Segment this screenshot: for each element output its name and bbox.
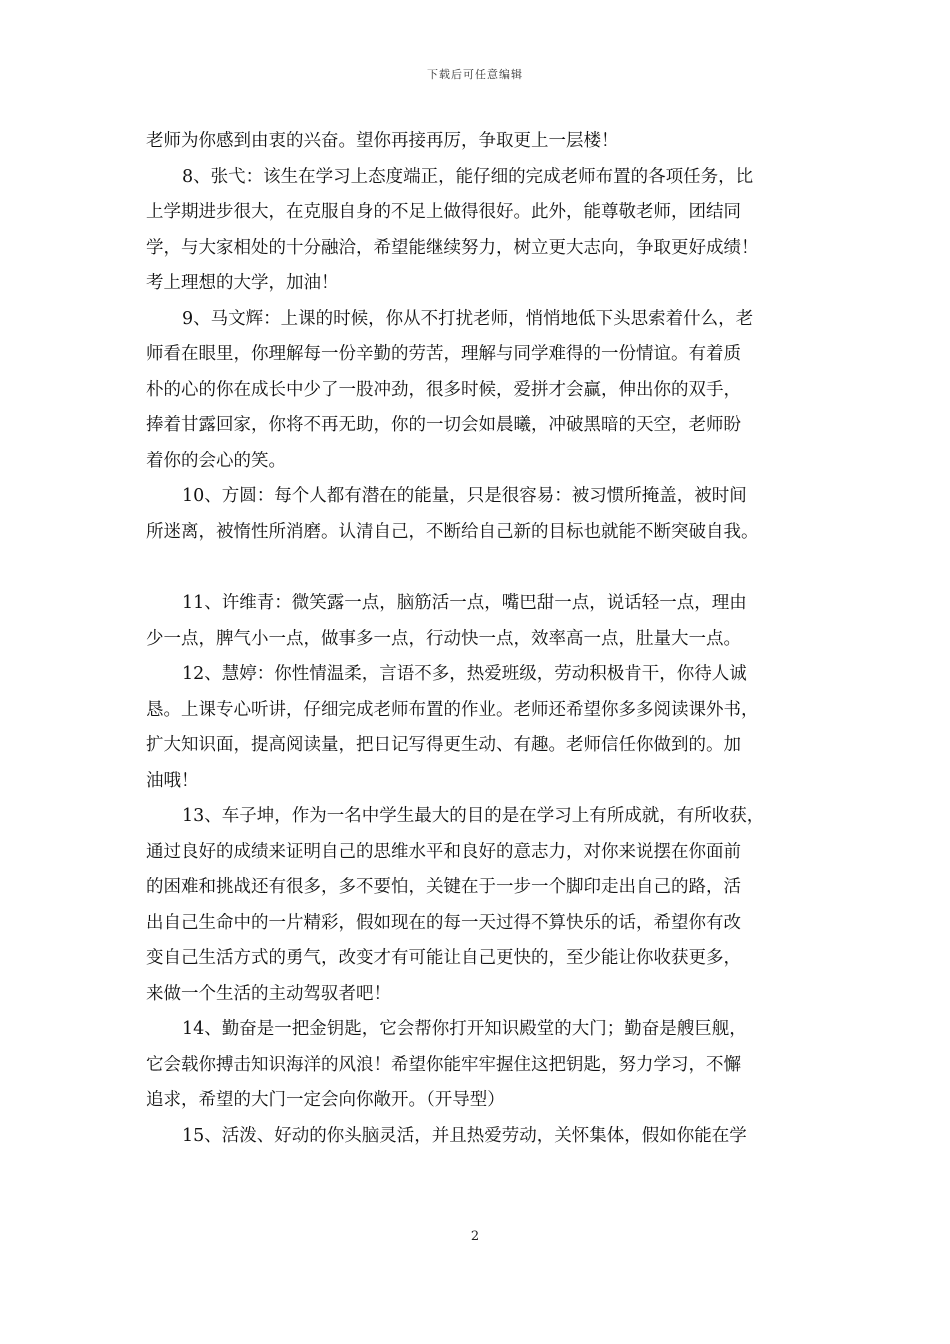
text-line: 朴的心的你在成长中少了一股冲劲，很多时候，爱拼才会赢，伸出你的双手，: [146, 379, 741, 400]
text-line: 学，与大家相处的十分融洽，希望能继续努力，树立更大志向，争取更好成绩！: [146, 237, 759, 258]
text-line: 考上理想的大学，加油！: [146, 273, 339, 293]
page-number: 2: [470, 1229, 480, 1244]
text-line: 的困难和挑战还有很多，多不要怕，关键在于一步一个脚印走出自己的路，活: [146, 877, 741, 897]
text-line: 师看在眼里，你理解每一份辛勤的劳苦，理解与同学难得的一份情谊。有着质: [146, 344, 741, 364]
text-line: 着你的会心的笑。: [146, 450, 286, 471]
text-line: 扩大知识面，提高阅读量，把日记写得更生动、有趣。老师信任你做到的。加: [146, 735, 741, 755]
text-line: 13、车子坤，作为一名中学生最大的目的是在学习上有所成就，有所收获，: [182, 806, 765, 826]
text-line: 8、张弋：该生在学习上态度端正，能仔细的完成老师布置的各项任务，比: [182, 166, 754, 187]
page-header: 下载后可任意编辑: [427, 68, 523, 81]
text-line: 通过良好的成绩来证明自己的思维水平和良好的意志力，对你来说摆在你面前: [146, 841, 741, 862]
text-line: 9、马文辉：上课的时候，你从不打扰老师，悄悄地低下头思索着什么，老: [182, 308, 754, 329]
text-line: 14、勤奋是一把金钥匙，它会帮你打开知识殿堂的大门；勤奋是艘巨舰，: [182, 1019, 747, 1039]
text-line: 变自己生活方式的勇气，改变才有可能让自己更快的，至少能让你收获更多，: [146, 948, 741, 968]
text-line: 捧着甘露回家，你将不再无助，你的一切会如晨曦，冲破黑暗的天空，老师盼: [146, 415, 741, 435]
text-line: 上学期进步很大，在克服自身的不足上做得很好。此外，能尊敬老师，团结同: [146, 202, 741, 222]
text-line: 来做一个生活的主动驾驭者吧！: [146, 983, 391, 1004]
text-line: 所迷离，被惰性所消磨。认清自己，不断给自己新的目标也就能不断突破自我。: [146, 521, 759, 542]
text-line: 它会载你搏击知识海洋的风浪！希望你能牢牢握住这把钥匙，努力学习，不懈: [146, 1054, 741, 1075]
text-line: 恳。上课专心听讲，仔细完成老师布置的作业。老师还希望你多多阅读课外书，: [146, 699, 759, 720]
text-line: 少一点，脾气小一点，做事多一点，行动快一点，效率高一点，肚量大一点。: [146, 628, 741, 649]
text-line: 出自己生命中的一片精彩，假如现在的每一天过得不算快乐的话，希望你有改: [146, 912, 741, 933]
document-body: [146, 124, 822, 1154]
text-line: 追求，希望的大门一定会向你敞开。（开导型）: [146, 1090, 505, 1110]
text-line: 油哦！: [146, 770, 199, 791]
text-line: 12、慧婷：你性情温柔，言语不多，热爱班级，劳动积极肯干，你待人诚: [182, 664, 747, 684]
text-line: 15、活泼、好动的你头脑灵活，并且热爱劳动，关怀集体，假如你能在学: [182, 1125, 747, 1146]
paragraph-gap: [146, 550, 822, 586]
text-line: 11、许维青：微笑露一点，脑筋活一点，嘴巴甜一点，说话轻一点，理由: [182, 593, 747, 613]
text-line: 10、方圆：每个人都有潜在的能量，只是很容易：被习惯所掩盖，被时间: [182, 486, 747, 506]
text-line: 老师为你感到由衷的兴奋。望你再接再厉，争取更上一层楼！: [146, 131, 619, 151]
